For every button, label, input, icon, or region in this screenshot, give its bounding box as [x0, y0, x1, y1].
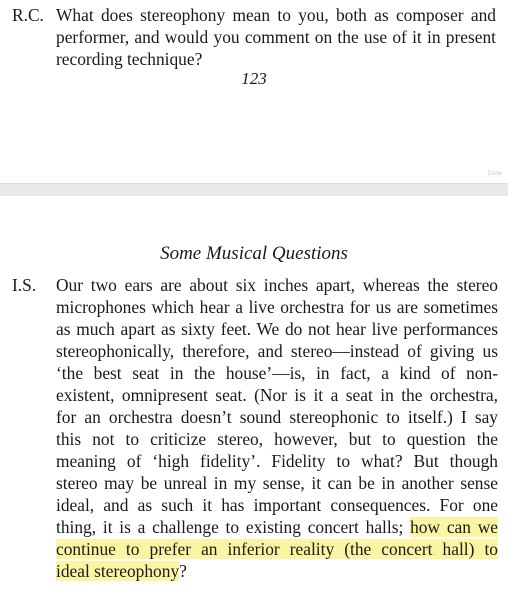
- question-speaker: R.C.: [12, 5, 44, 25]
- answer-line-12-plain: thing, it is a challenge to existing concert halls;: [56, 517, 411, 537]
- page-divider: [0, 183, 508, 197]
- answer-line: Our two ears are about six inches apart, whereas the stereo: [56, 275, 498, 295]
- question-line: performer, and would you comment on the use of it in present: [56, 27, 496, 47]
- answer-line: meaning of ‘high fidelity’. Fidelity to what? But though: [56, 451, 498, 471]
- answer-line-12: [56, 516, 498, 538]
- answer-line: stereophonically, therefore, and stereo—instead of giving us: [56, 341, 498, 361]
- faint-mark: Done: [487, 171, 502, 177]
- chapter-title: Some Musical Questions: [160, 243, 348, 264]
- answer-line: stereo may be unreal in my sense, it can be in another sense: [56, 473, 498, 493]
- answer-line-14-plain: ?: [179, 561, 187, 581]
- answer-line: ideal, and as such it has important consequences. For one: [56, 495, 498, 515]
- highlighted-text: continue to prefer an inferior reality (the concert hall) to: [56, 539, 498, 559]
- answer-line-14: [56, 560, 498, 582]
- page-number: 123: [241, 69, 267, 88]
- answer-line: existent, omnipresent seat. (Nor is it a seat in the orchestra,: [56, 385, 498, 405]
- answer-line: this not to criticize stereo, however, but to question the: [56, 429, 498, 449]
- answer-line: for an orchestra doesn’t sound stereophonic to itself.) I say: [56, 407, 498, 427]
- question-line: recording technique?: [56, 49, 203, 69]
- answer-text: [56, 274, 498, 582]
- question-line: What does stereophony mean to you, both as composer and: [56, 5, 496, 25]
- answer-speaker: I.S.: [12, 275, 37, 295]
- highlighted-text: ideal stereophony: [56, 561, 180, 581]
- answer-line-13: [56, 538, 498, 560]
- answer-line: ‘the best seat in the house’—is, in fact, a kind of non-: [56, 363, 498, 383]
- answer-line: microphones which hear a live orchestra for us are sometimes: [56, 297, 498, 317]
- answer-line: as much apart as sixty feet. We do not hear live performances: [56, 319, 498, 339]
- highlighted-text: how can we: [410, 517, 498, 537]
- question-text: [56, 4, 496, 70]
